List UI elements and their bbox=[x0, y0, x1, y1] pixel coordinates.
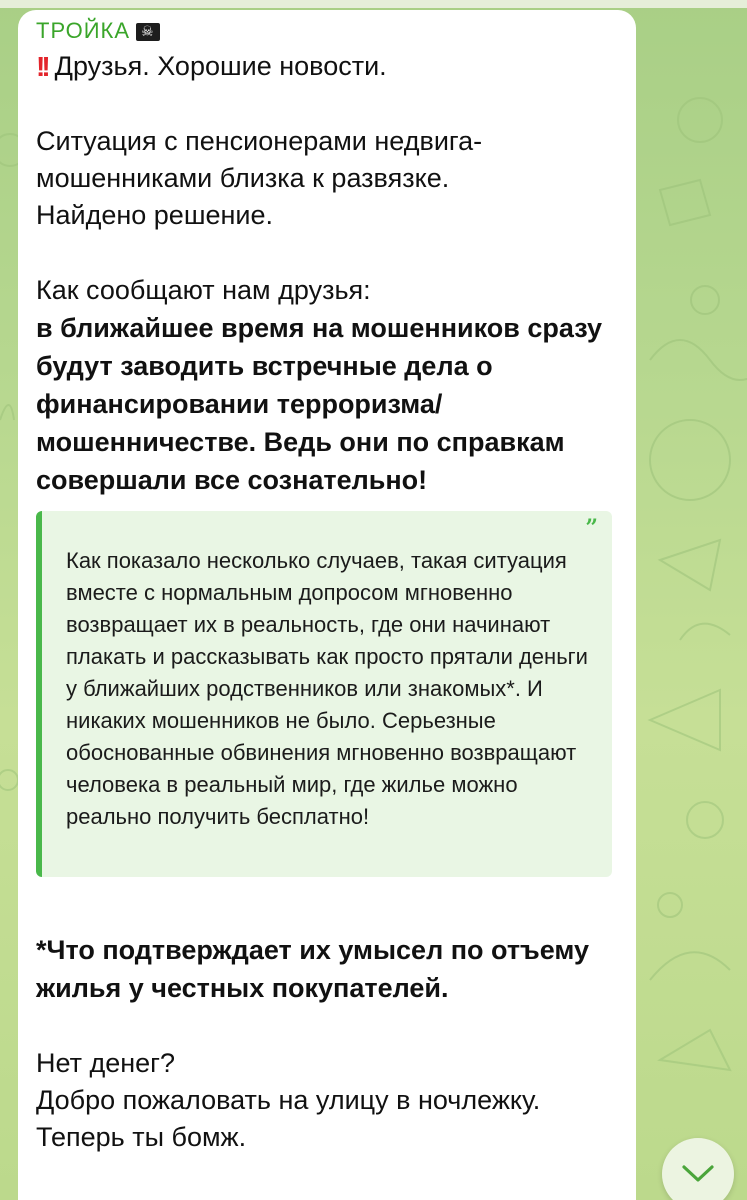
paragraph-bold-news: в ближайшее время на мошенников сразу будут заводить встречные дела о финансировании терроризма/ мошенничестве. Ведь они по справкам совершали все сознательно! bbox=[36, 313, 602, 495]
pirate-flag-icon bbox=[136, 23, 160, 41]
blockquote-text: Как показало несколько случаев, такая ситуация вместе с нормальным допросом мгновенно возвращает их в реальность, где они начинают плакать и рассказывать как просто прятали деньги у ближайших родственников или знакомых*. И никаких мошенников не было. Серьезные обоснованные обвинения мгновенно возвращают человека в реальный мир, где жилье можно реально получить бесплатно! bbox=[66, 548, 588, 829]
paragraph-intro: Как сообщают нам друзья: bbox=[36, 275, 371, 305]
quote-icon: ” bbox=[585, 515, 598, 541]
spacer bbox=[36, 234, 618, 272]
closing-line-2: Добро пожаловать на улицу в ночлежку. bbox=[36, 1085, 541, 1115]
sender-name[interactable]: ТРОЙКА bbox=[36, 18, 131, 43]
paragraph-situation: Ситуация с пенсионерами недвига-мошенниками близка к развязке. Найдено решение. bbox=[36, 126, 483, 230]
spacer bbox=[36, 1007, 618, 1045]
headline-text: Друзья. Хорошие новости. bbox=[54, 51, 387, 81]
spacer bbox=[36, 85, 618, 123]
message-headline bbox=[36, 48, 618, 85]
blockquote bbox=[36, 511, 612, 877]
footnote-bold: *Что подтверждает их умысел по отъему жилья у честных покупателей. bbox=[36, 935, 590, 1003]
top-strip bbox=[0, 0, 747, 8]
chevron-down-icon bbox=[681, 1164, 715, 1184]
double-exclamation-icon: !! bbox=[36, 51, 47, 82]
message-sender[interactable] bbox=[36, 16, 618, 46]
scroll-to-bottom-button[interactable] bbox=[662, 1138, 734, 1200]
message-bubble[interactable] bbox=[18, 10, 636, 1200]
closing-line-1: Нет денег? bbox=[36, 1048, 176, 1078]
closing-line-3: Теперь ты бомж. bbox=[36, 1122, 247, 1152]
